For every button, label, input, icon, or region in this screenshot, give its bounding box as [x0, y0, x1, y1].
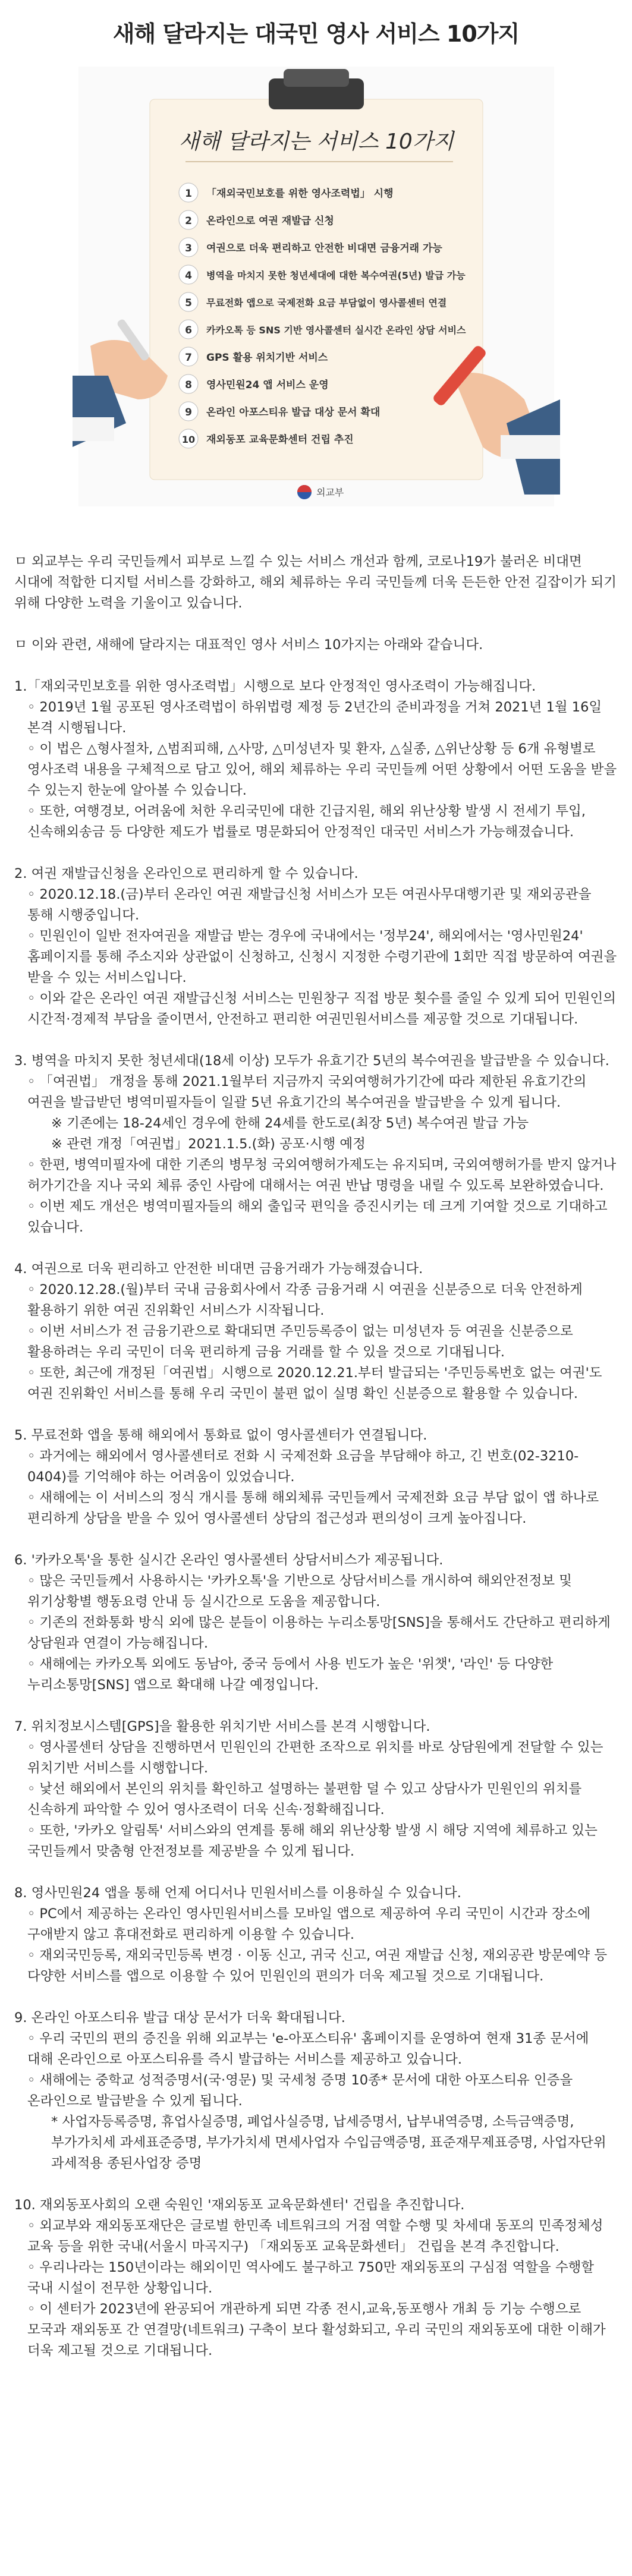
poster-illustration: [73, 67, 560, 506]
svg-text:GPS 활용 위치기반 서비스: GPS 활용 위치기반 서비스: [206, 352, 328, 364]
svg-text:1: 1: [185, 188, 192, 200]
ministry-logo: [297, 485, 344, 499]
paragraph: ◦ 재외국민등록, 재외국민등록 변경 · 이동 신고, 귀국 신고, 여권 재발급 신청, 재외공관 방문예약 등 다양한 서비스를 앱으로 이용할 수 있어 민원인의 편의가 더욱 제고될 것으로 기대됩니다.: [27, 1948, 608, 1984]
paragraph: ◦ 이번 제도 개선은 병역미필자들의 해외 출입국 편익을 증진시키는 데 크게 기여할 것으로 기대하고 있습니다.: [27, 1199, 608, 1235]
svg-text:8: 8: [185, 379, 192, 391]
paragraph: ◦ 새해에는 중학교 성적증명서(국·영문) 및 국세청 증명 10종* 문서에 대한 아포스티유 인증을 온라인으로 발급받을 수 있게 됩니다.: [27, 2073, 573, 2109]
paragraph: ◦ 새해에는 이 서비스의 정식 개시를 통해 해외체류 국민들께서 국제전화 요금 부담 없이 앱 하나로 편리하게 상담을 받을 수 있어 영사콜센터 상담의 접근성과 편의성이 크게 높아집니다.: [27, 1490, 599, 1526]
section-heading: 6. '카카오톡'을 통한 실시간 온라인 영사콜센터 상담서비스가 제공됩니다.: [14, 1552, 444, 1568]
paragraph: ◦ PC에서 제공하는 온라인 영사민원서비스를 모바일 앱으로 제공하여 우리 국민이 시간과 장소에 구애받지 않고 휴대전화로 편리하게 이용할 수 있습니다.: [27, 1906, 591, 1942]
section-heading: 10. 재외동포사회의 오랜 숙원인 '재외동포 교육문화센터' 건립을 추진합니다.: [14, 2197, 465, 2213]
paragraph: ◦ 낯선 해외에서 본인의 위치를 확인하고 설명하는 불편함 덜 수 있고 상담사가 민원인의 위치를 신속하게 파악할 수 있어 영사조력이 더욱 신속·정확해집니다.: [27, 1781, 582, 1818]
poster-heading: 새해 달라지는 서비스 10가지: [178, 130, 454, 154]
paragraph: ◦ 2019년 1월 공포된 영사조력법이 하위법령 제정 등 2년간의 준비과정을 거쳐 2021년 1월 16일 본격 시행됩니다.: [27, 700, 602, 736]
paragraph: ◦ 과거에는 해외에서 영사콜센터로 전화 시 국제전화 요금을 부담해야 하고, 긴 번호(02-3210-0404)를 기억해야 하는 어려움이 있었습니다.: [27, 1448, 579, 1485]
clipboard: [150, 99, 483, 480]
svg-text:6: 6: [185, 325, 192, 336]
paragraph: ◦ 새해에는 카카오톡 외에도 동남아, 중국 등에서 사용 빈도가 높은 '위챗', '라인' 등 다양한 누리소통망[SNS] 앱으로 확대해 나갈 예정입니다.: [27, 1657, 554, 1693]
section-heading: 2. 여권 재발급신청을 온라인으로 편리하게 할 수 있습니다.: [14, 866, 359, 881]
paragraph: ◦ 「여권법」 개정을 통해 2021.1월부터 지금까지 국외여행허가기간에 따라 제한된 유효기간의 여권을 발급받던 병역미필자들이 일괄 5년 유효기간의 복수여권을 발급받을 수 있게 됩니다.: [27, 1074, 587, 1110]
paragraph: ◦ 영사콜센터 상담을 진행하면서 민원인의 간편한 조작으로 위치를 바로 상담원에게 전달할 수 있는 위치기반 서비스를 시행합니다.: [27, 1740, 603, 1776]
paragraph: ◦ 이번 서비스가 전 금융기관으로 확대되면 주민등록증이 없는 미성년자 등 여권을 신분증으로 활용하려는 우리 국민이 더욱 편리하게 금융 거래를 할 수 있을 것으로 기대됩니다.: [27, 1324, 573, 1360]
section-heading: 5. 무료전화 앱을 통해 해외에서 통화료 없이 영사콜센터가 연결됩니다.: [14, 1428, 427, 1443]
section-heading: 1.「재외국민보호를 위한 영사조력법」시행으로 보다 안정적인 영사조력이 가능해집니다.: [14, 679, 536, 694]
svg-text:영사민원24 앱 서비스 운영: 영사민원24 앱 서비스 운영: [206, 379, 329, 391]
svg-text:병역을 마치지 못한 청년세대에 대한 복수여권(5년) 발: 병역을 마치지 못한 청년세대에 대한 복수여권(5년) 발급 가능: [206, 270, 466, 281]
svg-text:카카오톡 등 SNS 기반 영사콜센터 실시간 온라인 상담: 카카오톡 등 SNS 기반 영사콜센터 실시간 온라인 상담 서비스: [206, 325, 466, 336]
paragraph: ◦ 민원인이 일반 전자여권을 재발급 받는 경우에 국내에서는 '정부24', 해외에서는 '영사민원24' 홈페이지를 통해 주소지와 상관없이 신청하고, 신청시 지정한 수령기관에 1회만 직접 방문하여 여권을 받을 수 있는 서비스입니다.: [27, 928, 617, 985]
svg-text:외교부: 외교부: [316, 487, 344, 498]
svg-text:「재외국민보호를 위한 영사조력법」 시행: 「재외국민보호를 위한 영사조력법」 시행: [206, 188, 394, 200]
section-heading: 3. 병역을 마치지 못한 청년세대(18세 이상) 모두가 유효기간 5년의 복수여권을 발급받을 수 있습니다.: [14, 1053, 609, 1069]
paragraph: ◦ 2020.12.28.(월)부터 국내 금융회사에서 각종 금융거래 시 여권을 신분증으로 더욱 안전하게 활용하기 위한 여권 진위확인 서비스가 시작됩니다.: [27, 1282, 583, 1318]
page-title: 새해 달라지는 대국민 영사 서비스 10가지: [112, 21, 520, 47]
paragraph: ◦ 기존의 전화통화 방식 외에 많은 분들이 이용하는 누리소통망[SNS]을 통해서도 간단하고 편리하게 상담원과 연결이 가능해집니다.: [27, 1615, 611, 1651]
note: * 사업자등록증명, 휴업사실증명, 폐업사실증명, 납세증명서, 납부내역증명, 소득금액증명, 부가가치세 과세표준증명, 부가가치세 면세사업자 수입금액증명, 표준재무제표증명, 사업자단위 과세적용 종된사업장 증명: [51, 2114, 606, 2171]
section-heading: 4. 여권으로 더욱 편리하고 안전한 비대면 금융거래가 가능해졌습니다.: [14, 1261, 423, 1277]
svg-text:4: 4: [185, 270, 192, 282]
paragraph: ◦ 또한, '카카오 알림톡' 서비스와의 연계를 통해 해외 위난상황 발생 시 해당 지역에 체류하고 있는 국민들께서 맞춤형 안전정보를 제공받을 수 있게 됩니다.: [27, 1823, 598, 1859]
note: ※ 기존에는 18-24세인 경우에 한해 24세를 한도로(최장 5년) 복수여권 발급 가능: [51, 1116, 529, 1131]
svg-text:5: 5: [185, 297, 192, 309]
section-heading: 7. 위치정보시스템[GPS]을 활용한 위치기반 서비스를 본격 시행합니다.: [14, 1719, 430, 1734]
svg-text:무료전화 앱으로 국제전화 요금 부담없이 영사콜센터 연결: 무료전화 앱으로 국제전화 요금 부담없이 영사콜센터 연결: [206, 297, 447, 308]
paragraph: ◦ 2020.12.18.(금)부터 온라인 여권 재발급신청 서비스가 모든 여권사무대행기관 및 재외공관을 통해 시행중입니다.: [27, 887, 592, 923]
paragraph: ◦ 많은 국민들께서 사용하시는 '카카오톡'을 기반으로 상담서비스를 개시하여 해외안전정보 및 위기상황별 행동요령 안내 등 실시간으로 도움을 제공합니다.: [27, 1573, 572, 1610]
paragraph: ㅁ 이와 관련, 새해에 달라지는 대표적인 영사 서비스 10가지는 아래와 같습니다.: [14, 637, 483, 653]
note: ※ 관련 개정「여권법」2021.1.5.(화) 공포·시행 예정: [51, 1136, 366, 1152]
article-body: [0, 552, 632, 2361]
svg-text:10: 10: [181, 434, 196, 445]
section-heading: 9. 온라인 아포스티유 발급 대상 문서가 더욱 확대됩니다.: [14, 2010, 345, 2026]
svg-text:여권으로 더욱 편리하고 안전한 비대면 금융거래 가능: 여권으로 더욱 편리하고 안전한 비대면 금융거래 가능: [206, 243, 442, 254]
section-heading: 8. 영사민원24 앱을 통해 언제 어디서나 민원서비스를 이용하실 수 있습니다.: [14, 1885, 461, 1901]
paragraph: ◦ 이 법은 △형사절차, △범죄피해, △사망, △미성년자 및 환자, △실종, △위난상황 등 6개 유형별로 영사조력 내용을 구체적으로 담고 있어, 해외 체류하는 우리 국민들께 어떤 상황에서 어떤 도움을 받을 수 있는지 한눈에 알아볼 수 있습니다.: [27, 741, 617, 798]
svg-text:재외동포 교육문화센터 건립 추진: 재외동포 교육문화센터 건립 추진: [206, 434, 354, 446]
svg-text:온라인으로 여권 재발급 신청: 온라인으로 여권 재발급 신청: [206, 215, 334, 227]
paragraph: ◦ 이 센터가 2023년에 완공되어 개관하게 되면 각종 전시,교육,동포행사 개최 등 기능 수행으로 모국과 재외동포 간 연결망(네트워크) 구축이 보다 활성화되고, 우리 국민의 재외동포에 대한 이해가 더욱 제고될 것으로 기대됩니다.: [27, 2301, 606, 2358]
paragraph: ◦ 이와 같은 온라인 여권 재발급신청 서비스는 민원창구 직접 방문 횟수를 줄일 수 있게 되어 민원인의 시간적·경제적 부담을 줄이면서, 안전하고 편리한 여권민원서비스를 제공할 것으로 기대됩니다.: [27, 991, 616, 1027]
paragraph: ◦ 우리나라는 150년이라는 해외이민 역사에도 불구하고 750만 재외동포의 구심점 역할을 수행할 국내 시설이 전무한 상황입니다.: [27, 2260, 595, 2296]
paragraph: ◦ 한편, 병역미필자에 대한 기존의 병무청 국외여행허가제도는 유지되며, 국외여행허가를 받지 않거나 허가기간을 지나 국외 체류 중인 사람에 대해서는 여권 반납 명령을 내릴 수 있도록 보완하였습니다.: [27, 1157, 617, 1193]
svg-text:2: 2: [185, 215, 192, 227]
paragraph: ◦ 또한, 여행경보, 어려움에 처한 우리국민에 대한 긴급지원, 해외 위난상황 발생 시 전세기 투입, 신속해외송금 등 다양한 제도가 법률로 명문화되어 안정적인 대국민 서비스가 가능해졌습니다.: [27, 804, 586, 840]
paragraph: ㅁ 외교부는 우리 국민들께서 피부로 느낄 수 있는 서비스 개선과 함께, 코로나19가 불러온 비대면 시대에 적합한 디지털 서비스를 강화하고, 해외 체류하는 우리 국민들께 더욱 든든한 안전 길잡이가 되기 위해 다양한 노력을 기울이고 있습니다.: [14, 554, 617, 611]
svg-text:3: 3: [185, 243, 192, 254]
svg-text:7: 7: [185, 352, 192, 364]
paragraph: ◦ 또한, 최근에 개정된「여권법」시행으로 2020.12.21.부터 발급되는 '주민등록번호 없는 여권'도 여권 진위확인 서비스를 통해 우리 국민이 불편 없이 실명 확인 신분증으로 활용할 수 있습니다.: [27, 1365, 602, 1402]
paragraph: ◦ 우리 국민의 편의 증진을 위해 외교부는 'e-아포스티유' 홈페이지를 운영하여 현재 31종 문서에 대해 온라인으로 아포스티유를 즉시 발급하는 서비스를 제공하고 있습니다.: [27, 2031, 589, 2067]
paragraph: ◦ 외교부와 재외동포재단은 글로벌 한민족 네트워크의 거점 역할 수행 및 차세대 동포의 민족정체성 교육 등을 위한 국내(서울시 마곡지구) 「재외동포 교육문화센터」 건립을 본격 추진합니다.: [27, 2218, 603, 2254]
svg-text:9: 9: [185, 407, 192, 418]
svg-text:온라인 아포스티유 발급 대상 문서 확대: 온라인 아포스티유 발급 대상 문서 확대: [206, 407, 381, 418]
